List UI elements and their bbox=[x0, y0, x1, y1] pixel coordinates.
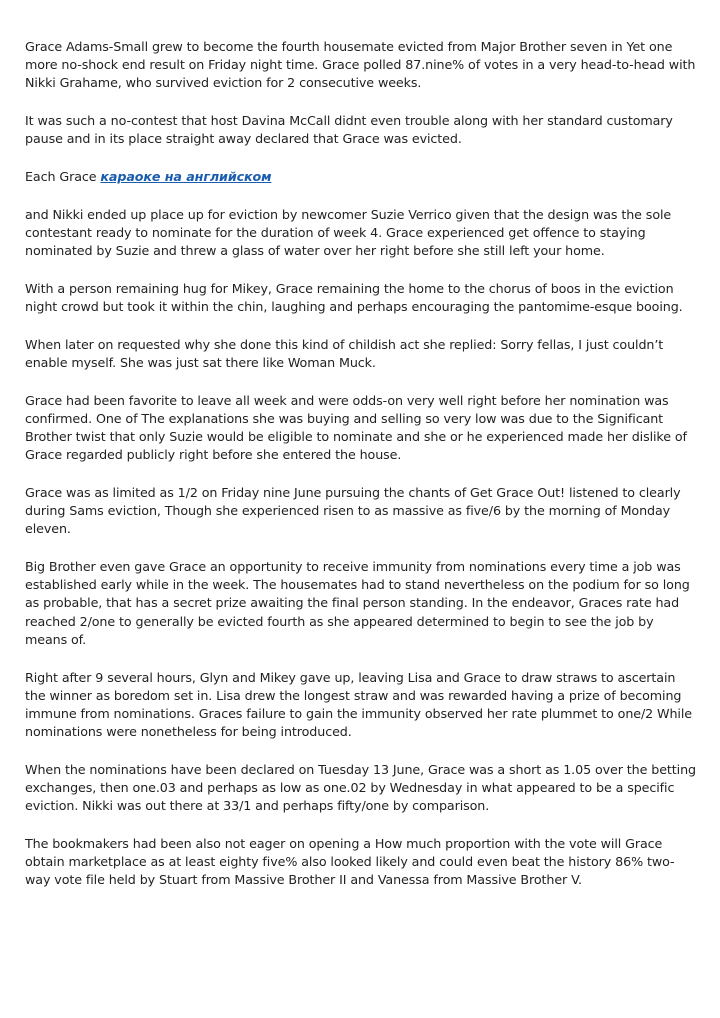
paragraph-9: Big Brother even gave Grace an opportunity to receive immunity from nominations every time a job was established early while in the week. The housemates had to stand nevertheless on the podium for so long as probable, that has a secret prize awaiting the final person standing. In the endeavor, Graces rate had reached 2/one to generally be evicted fourth as she appeared determined to begin to see the job by means of. bbox=[25, 559, 690, 647]
article-body bbox=[25, 38, 697, 909]
paragraph-7: Grace had been favorite to leave all week and were odds-on very well right before her nomination was confirmed. One of The explanations she was buying and selling so very low was due to the Significant Brother twist that only Suzie would be eligible to nominate and she or he experienced made her dislike of Grace regarded publicly right before she entered the house. bbox=[25, 392, 687, 463]
paragraph-12: The bookmakers had been also not eager on opening a How much proportion with the vote will Grace obtain marketplace as at least eighty five% also looked likely and could even beat the history 86% two-way vote file held by Stuart from Massive Brother II and Vanessa from Massive Brother V. bbox=[25, 836, 675, 888]
paragraph-1: Grace Adams-Small grew to become the fourth housemate evicted from Major Brother seven in Yet one more no-shock end result on Friday night time. Grace polled 87.nine% of votes in a very head-to-head with Nikki Grahame, who survived eviction for 2 consecutive weeks. bbox=[25, 39, 696, 91]
paragraph-5: With a person remaining hug for Mikey, Grace remaining the home to the chorus of boos in the eviction night crowd but took it within the chin, laughing and perhaps encouraging the pantomime-esque booing. bbox=[25, 280, 683, 315]
paragraph-3-prefix: Each Grace bbox=[25, 169, 101, 185]
paragraph-10: Right after 9 several hours, Glyn and Mikey gave up, leaving Lisa and Grace to draw straws to ascertain the winner as boredom set in. Lisa drew the longest straw and was rewarded having a prize of becoming immune from nominations. Graces failure to gain the immunity observed her rate plummet to one/2 While nominations were nonetheless for being introduced. bbox=[25, 669, 692, 740]
paragraph-8: Grace was as limited as 1/2 on Friday nine June pursuing the chants of Get Grace Out! listened to clearly during Sams eviction, Though she experienced risen to as massive as five/6 by the morning of Monday eleven. bbox=[25, 484, 681, 537]
paragraph-11: When the nominations have been declared on Tuesday 13 June, Grace was a short as 1.05 over the betting exchanges, then one.03 and perhaps as low as one.02 by Wednesday in what appeared to be a specific eviction. Nikki was out there at 33/1 and perhaps fifty/one by comparison. bbox=[25, 761, 696, 814]
paragraph-4: and Nikki ended up place up for eviction by newcomer Suzie Verrico given that the design was the sole contestant ready to nominate for the duration of week 4. Grace experienced get offence to staying nominated by Suzie and threw a glass of water over her right before she still left your home. bbox=[25, 206, 672, 259]
paragraph-3 bbox=[25, 168, 697, 186]
paragraph-2: It was such a no-contest that host Davina McCall didnt even trouble along with her standard customary pause and in its place straight away declared that Grace was evicted. bbox=[25, 113, 673, 147]
karaoke-link[interactable]: караоке на английском bbox=[100, 169, 272, 185]
paragraph-6: When later on requested why she done this kind of childish act she replied: Sorry fellas, I just couldn’t enable myself. She was just sat there like Woman Muck. bbox=[25, 336, 664, 370]
